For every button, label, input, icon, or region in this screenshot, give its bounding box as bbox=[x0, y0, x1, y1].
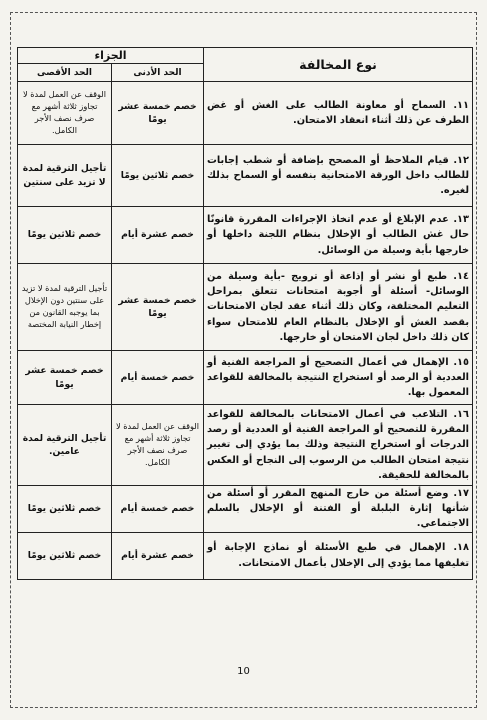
row-number: ١٣. bbox=[453, 214, 470, 226]
violation-description: الإهمال في طبع الأسئلة أو نماذج الإجابة أو تغليفها مما يؤدي إلى الإخلال بأعمال الامتحانات. bbox=[207, 542, 470, 569]
violation-text bbox=[204, 405, 473, 486]
row-number: ١٢. bbox=[453, 154, 470, 166]
violation-text bbox=[204, 351, 473, 405]
max-penalty-cell: تأجيل الترقية لمدة لا تزيد على سنتين bbox=[18, 145, 112, 207]
violation-text bbox=[204, 145, 473, 207]
violation-description: قيام الملاحظ أو المصحح بإضافة أو شطب إجابات للطالب داخل الورقة الامتحانية بنفسه أو السماح بذلك لغيره. bbox=[207, 154, 470, 197]
min-penalty-cell: خصم خمسة عشر يومًا bbox=[112, 82, 204, 145]
page-number: 10 bbox=[237, 666, 250, 677]
max-penalty-header: الحد الأقصى bbox=[18, 64, 112, 82]
max-penalty-cell: خصم ثلاثين يومًا bbox=[18, 207, 112, 264]
table-row bbox=[18, 264, 473, 351]
table-row bbox=[18, 351, 473, 405]
violation-description: السماح أو معاونة الطالب على الغش أو غض الطرف عن ذلك أثناء انعقاد الامتحان. bbox=[207, 99, 470, 126]
table-row bbox=[18, 82, 473, 145]
table-row bbox=[18, 486, 473, 533]
row-number: ١٤. bbox=[453, 271, 469, 283]
table-row bbox=[18, 145, 473, 207]
violation-text bbox=[204, 207, 473, 264]
min-penalty-header: الحد الأدنى bbox=[112, 64, 204, 82]
min-penalty-cell: خصم عشرة أيام bbox=[112, 532, 204, 579]
max-penalty-cell: خصم خمسة عشر يومًا bbox=[18, 351, 112, 405]
row-number: ١٧. bbox=[453, 488, 470, 499]
max-penalty-cell: تأجيل الترقية لمدة لا تزيد على سنتين دون الإخلال بما يوجبه القانون من إخطار النيابة المختصة bbox=[18, 264, 112, 351]
max-penalty-cell: تأجيل الترقية لمدة عامين. bbox=[18, 405, 112, 486]
min-penalty-cell: خصم عشرة أيام bbox=[112, 207, 204, 264]
min-penalty-cell: خصم ثلاثين يومًا bbox=[112, 145, 204, 207]
row-number: ١٦. bbox=[453, 409, 470, 421]
max-penalty-cell: خصم ثلاثين يومًا bbox=[18, 486, 112, 533]
violation-description: طبع أو نشر أو إذاعة أو ترويج -بأية وسيلة من الوسائل- أسئلة أو أجوبة امتحانات تتعلق بمراحل التعليم المختلفة، وكان ذلك أثناء عقد لجان الامتحانات بقصد الغش أو الإخلال بالنظام العام للامتحان سواء كان ذلك داخل لجان الامتحان أو خارجها. bbox=[207, 271, 470, 343]
penalty-header: الجزاء bbox=[18, 48, 204, 64]
row-number: ١٨. bbox=[453, 542, 470, 554]
violation-text bbox=[204, 532, 473, 579]
min-penalty-cell: خصم خمسة أيام bbox=[112, 351, 204, 405]
min-penalty-cell: خصم خمسة أيام bbox=[112, 486, 204, 533]
max-penalty-cell: خصم ثلاثين يومًا bbox=[18, 532, 112, 579]
violation-description: عدم الإبلاغ أو عدم اتخاذ الإجراءات المقررة قانونًا حال غش الطالب أو الإخلال بنظام اللجنة داخلها أو خارجها بأية وسيلة من الوسائل. bbox=[207, 214, 470, 256]
violation-text bbox=[204, 486, 473, 533]
table-row bbox=[18, 532, 473, 579]
table-row bbox=[18, 405, 473, 486]
violation-description: الإهمال في أعمال التصحيح أو المراجعة الفنية أو العددية أو الرصد أو استخراج النتيجة بالمخالفة للقواعد المعمول بها. bbox=[207, 356, 470, 399]
min-penalty-cell: خصم خمسة عشر يومًا bbox=[112, 264, 204, 351]
violation-description: وضع أسئلة من خارج المنهج المقرر أو أسئلة من شأنها إثارة البلبلة أو الفتنة أو الإخلال بالسلم الاجتماعي. bbox=[207, 488, 470, 530]
table-row bbox=[18, 207, 473, 264]
min-penalty-cell: الوقف عن العمل لمدة لا تجاوز ثلاثة أشهر مع صرف نصف الأجر الكامل. bbox=[112, 405, 204, 486]
violation-description: التلاعب في أعمال الامتحانات بالمخالفة للقواعد المقررة للتصحيح أو المراجعة الفنية أو العددية أو رصد الدرجات أو استخراج النتيجة وذلك بما يؤدي إلى تغيير نتيجة امتحان الطالب من الرسوب إلى النجاح أو العكس بالمخالفة للحقيقة. bbox=[207, 409, 470, 481]
violation-text bbox=[204, 82, 473, 145]
row-number: ١١. bbox=[453, 99, 470, 111]
violations-table bbox=[17, 47, 473, 580]
violation-text bbox=[204, 264, 473, 351]
violation-type-header: نوع المخالفة bbox=[204, 48, 473, 82]
row-number: ١٥. bbox=[453, 356, 470, 368]
max-penalty-cell: الوقف عن العمل لمدة لا تجاوز ثلاثة أشهر مع صرف نصف الأجر الكامل. bbox=[18, 82, 112, 145]
